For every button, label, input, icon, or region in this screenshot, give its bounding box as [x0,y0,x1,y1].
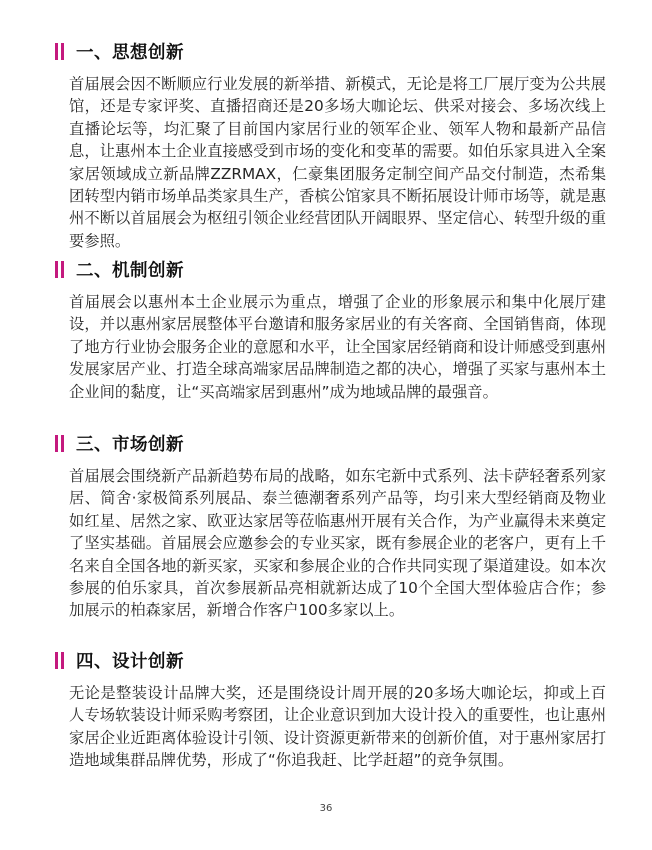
section-heading [55,38,607,64]
section-mechanism-innovation [55,256,607,403]
section-design-innovation [55,647,607,772]
section-body: 无论是整装设计品牌大奖，还是围绕设计周开展的20多场大咖论坛，抑或上百人专场软装设计师采购考察团，让企业意识到加大设计投入的重要性，也让惠州家居企业近距离体验设计引领、设计资源更新带来的创新价值，对于惠州家居打造地域集群品牌优势，形成了“你追我赶、比学赶超”的竞争氛围。 [69,684,606,770]
double-bar-icon [55,652,65,669]
section-heading [55,647,607,673]
double-bar-icon [55,435,65,452]
section-thought-innovation [55,38,607,252]
section-title: 四、设计创新 [76,651,184,672]
section-market-innovation [55,430,607,622]
section-title: 三、市场创新 [76,434,184,455]
section-title: 二、机制创新 [76,260,184,281]
section-body: 首届展会围绕新产品新趋势布局的战略，如东宅新中式系列、法卡萨轻奢系列家居、简舍·家极简系列展品、泰兰德潮奢系列产品等，均引来大型经销商及物业如红星、居然之家、欧亚达家居等莅临惠州开展有关合作，为产业赢得未来奠定了坚实基础。首届展会应邀参会的专业买家，既有参展企业的老客户，更有上千名来自全国各地的新买家，买家和参展企业的合作共同实现了渠道建设。如本次参展的伯乐家具，首次参展新品亮相就新达成了10个全国大型体验店合作；参加展示的柏森家居，新增合作客户100多家以上。 [69,467,606,620]
double-bar-icon [55,261,65,278]
section-body: 首届展会以惠州本土企业展示为重点，增强了企业的形象展示和集中化展厅建设，并以惠州家居展整体平台邀请和服务家居业的有关客商、全国销售商，体现了地方行业协会服务企业的意愿和水平，让全国家居经销商和设计师感受到惠州发展家居产业、打造全球高端家居品牌制造之都的决心，增强了买家与惠州本土企业间的黏度，让“买高端家居到惠州”成为地域品牌的最强音。 [69,293,606,401]
section-heading [55,256,607,282]
double-bar-icon [55,43,65,60]
section-body: 首届展会因不断顺应行业发展的新举措、新模式，无论是将工厂展厅变为公共展馆，还是专家评奖、直播招商还是20多场大咖论坛、供采对接会、多场次线上直播论坛等，均汇聚了目前国内家居行业的领军企业、领军人物和最新产品信息，让惠州本土企业直接感受到市场的变化和变革的需要。如伯乐家具进入全案家居领域成立新品牌ZZRMAX，仁豪集团服务定制空间产品交付制造，杰希集团转型内销市场单品类家具生产，香槟公馆家具不断拓展设计师市场等，就是惠州不断以首届展会为枢纽引领企业经营团队开阔眼界、坚定信心、转型升级的重要参照。 [69,75,606,250]
section-heading [55,430,607,456]
page-number: 36 [319,803,333,814]
section-title: 一、思想创新 [76,42,184,63]
